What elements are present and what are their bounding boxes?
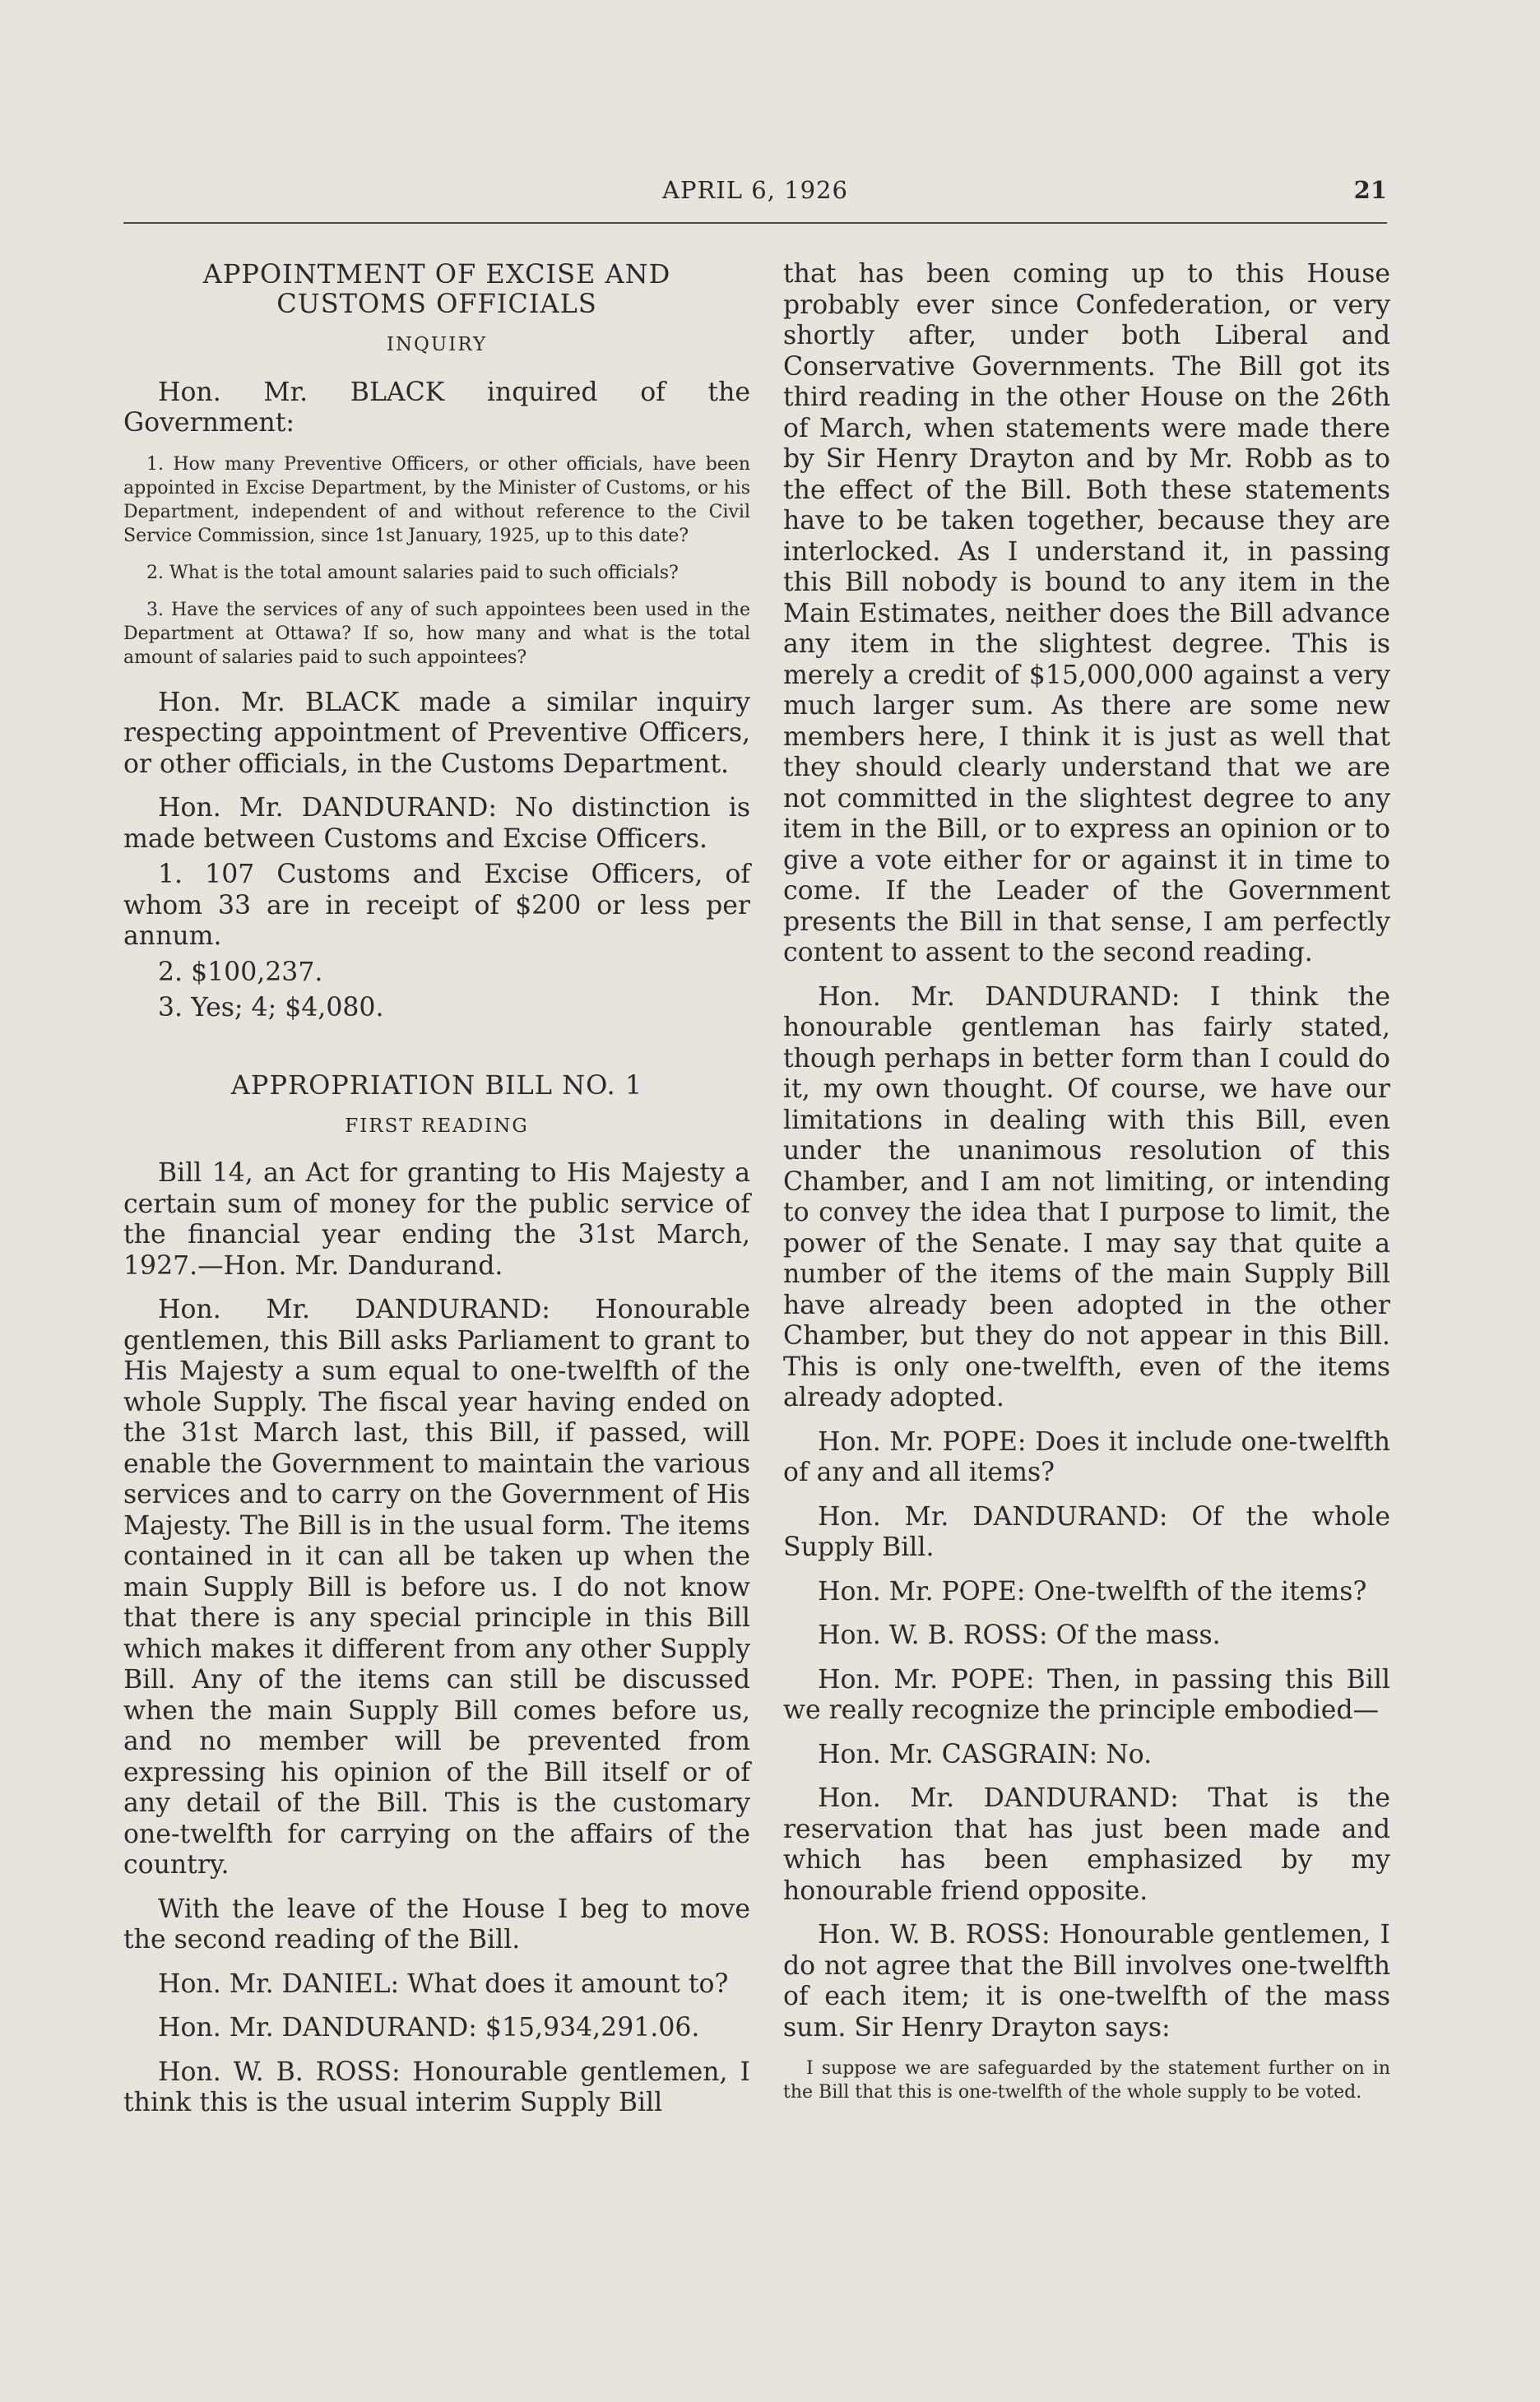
paragraph: Hon. Mr. DANDURAND: That is the reservation that has just been made and which has been emphasized by my honourable friend opposite.: [783, 1783, 1390, 1906]
question-3: 3. Have the services of any of such appointees been used in the Department at Ottawa? If so, how many and what is the total amount of salaries paid to such appointees?: [123, 599, 750, 668]
paragraph: Hon. Mr. DANDURAND: $15,934,291.06.: [158, 2013, 700, 2043]
inquiry-questions: [123, 452, 750, 670]
paragraph: Hon. Mr. DANIEL: What does it amount to?: [158, 1968, 729, 1999]
question-2: 2. What is the total amount salaries paid to such officials?: [146, 562, 679, 583]
paragraph: Bill 14, an Act for granting to His Majesty a certain sum of money for the public service of the financial year ending the 31st March, 1927.—Hon. Mr. Dandurand.: [123, 1158, 750, 1281]
paragraph: Hon. W. B. ROSS: Honourable gentlemen, I think this is the usual interim Supply Bill: [123, 2057, 750, 2117]
paragraph: Hon. Mr. BLACK inquired of the Government:: [123, 377, 750, 438]
paragraph: Hon. Mr. DANDURAND: Of the whole Supply Bill.: [783, 1501, 1390, 1562]
paragraph: Hon. Mr. POPE: Does it include one-twelfth of any and all items?: [783, 1426, 1390, 1487]
paragraph: Hon. Mr. DANDURAND: Honourable gentlemen, this Bill asks Parliament to grant to His Majesty a sum equal to one-twelfth of the whole Supply. The fiscal year having ended on the 31st March last, this Bill, if passed, will enable the Government to maintain the various services and to carry on the Government of His Majesty. The Bill is in the usual form. The items contained in it can all be taken up when the main Supply Bill is before us. I do not know that there is any special principle in this Bill which makes it different from any other Supply Bill. Any of the items can still be discussed when the main Supply Bill comes before us, and no member will be prevented from expressing his opinion of the Bill itself or of any detail of the Bill. This is the customary one-twelfth for carrying on the affairs of the country.: [123, 1295, 751, 1880]
paragraph: Hon. Mr. BLACK made a similar inquiry respecting appointment of Preventive Officers, or other officials, in the Customs Department.: [123, 687, 750, 779]
paragraph: Hon. W. B. ROSS: Of the mass.: [818, 1621, 1221, 1650]
block-quote: I suppose we are safeguarded by the statement further on in the Bill that this is one-twelfth of the whole supply to be voted.: [783, 2058, 1390, 2103]
answer-3: 3. Yes; 4; $4,080.: [158, 993, 384, 1022]
section-heading-excise: APPOINTMENT OF EXCISE AND CUSTOMS OFFICIALS: [202, 258, 671, 319]
paragraph: Hon. Mr. DANDURAND: I think the honourable gentleman has fairly stated, though perhaps in better form than I could do it, my own thought. Of course, we have our limitations in dealing with this Bill, even under the unanimous resolution of this Chamber, and I am not limiting, or intending to convey the idea that I purpose to limit, the power of the Senate. I may say that quite a number of the items of the main Supply Bill have already been adopted in the other Chamber, but they do not appear in this Bill. This is only one-twelfth, even of the items already adopted.: [783, 981, 1390, 1412]
question-1: 1. How many Preventive Officers, or other officials, have been appointed in Excise Department, by the Minister of Customs, or his Department, independent of and without reference to the Civil Service Commission, since 1st January, 1925, up to this date?: [123, 453, 750, 546]
answer-1: 1. 107 Customs and Excise Officers, of whom 33 are in receipt of $200 or less per annum.: [123, 860, 750, 951]
paragraph: Hon. Mr. POPE: One-twelfth of the items?: [818, 1576, 1367, 1607]
section-subheading-first-reading: FIRST READING: [345, 1115, 529, 1137]
paragraph: Hon. Mr. DANDURAND: No distinction is made between Customs and Excise Officers.: [123, 793, 750, 854]
paragraph: Hon. Mr. CASGRAIN: No.: [818, 1739, 1153, 1769]
left-column: [123, 259, 750, 2132]
paragraph: With the leave of the House I beg to move the second reading of the Bill.: [123, 1894, 750, 1955]
right-column: [783, 259, 1390, 2117]
paragraph: Hon. W. B. ROSS: Honourable gentlemen, I do not agree that the Bill involves one-twelfth of each item; it is one-twelfth of the mass sum. Sir Henry Drayton says:: [783, 1920, 1390, 2043]
section-subheading-inquiry: INQUIRY: [386, 334, 488, 355]
page-number: 21: [1353, 176, 1387, 204]
answer-2: 2. $100,237.: [158, 957, 323, 987]
header-date: APRIL 6, 1926: [662, 176, 848, 204]
running-header: [123, 173, 1387, 224]
paragraph: Hon. Mr. POPE: Then, in passing this Bill we really recognize the principle embodied—: [783, 1664, 1390, 1725]
section-heading-appropriation: APPROPRIATION BILL NO. 1: [230, 1069, 643, 1101]
paragraph: that has been coming up to this House probably ever since Confederation, or very shortly after, under both Liberal and Conservative Governments. The Bill got its third reading in the other House on the 26th of March, when statements were made there by Sir Henry Drayton and by Mr. Robb as to the effect of the Bill. Both these statements have to be taken together, because they are interlocked. As I understand it, in passing this Bill nobody is bound to any item in the Main Estimates, neither does the Bill advance any item in the slightest degree. This is merely a credit of $15,000,000 against a very much larger sum. As there are some new members here, I think it is just as well that they should clearly understand that we are not committed in the slightest degree to any item in the Bill, or to express an opinion or to give a vote either for or against it in time to come. If the Leader of the Government presents the Bill in that sense, I am perfectly content to assent to the second reading.: [783, 259, 1390, 967]
